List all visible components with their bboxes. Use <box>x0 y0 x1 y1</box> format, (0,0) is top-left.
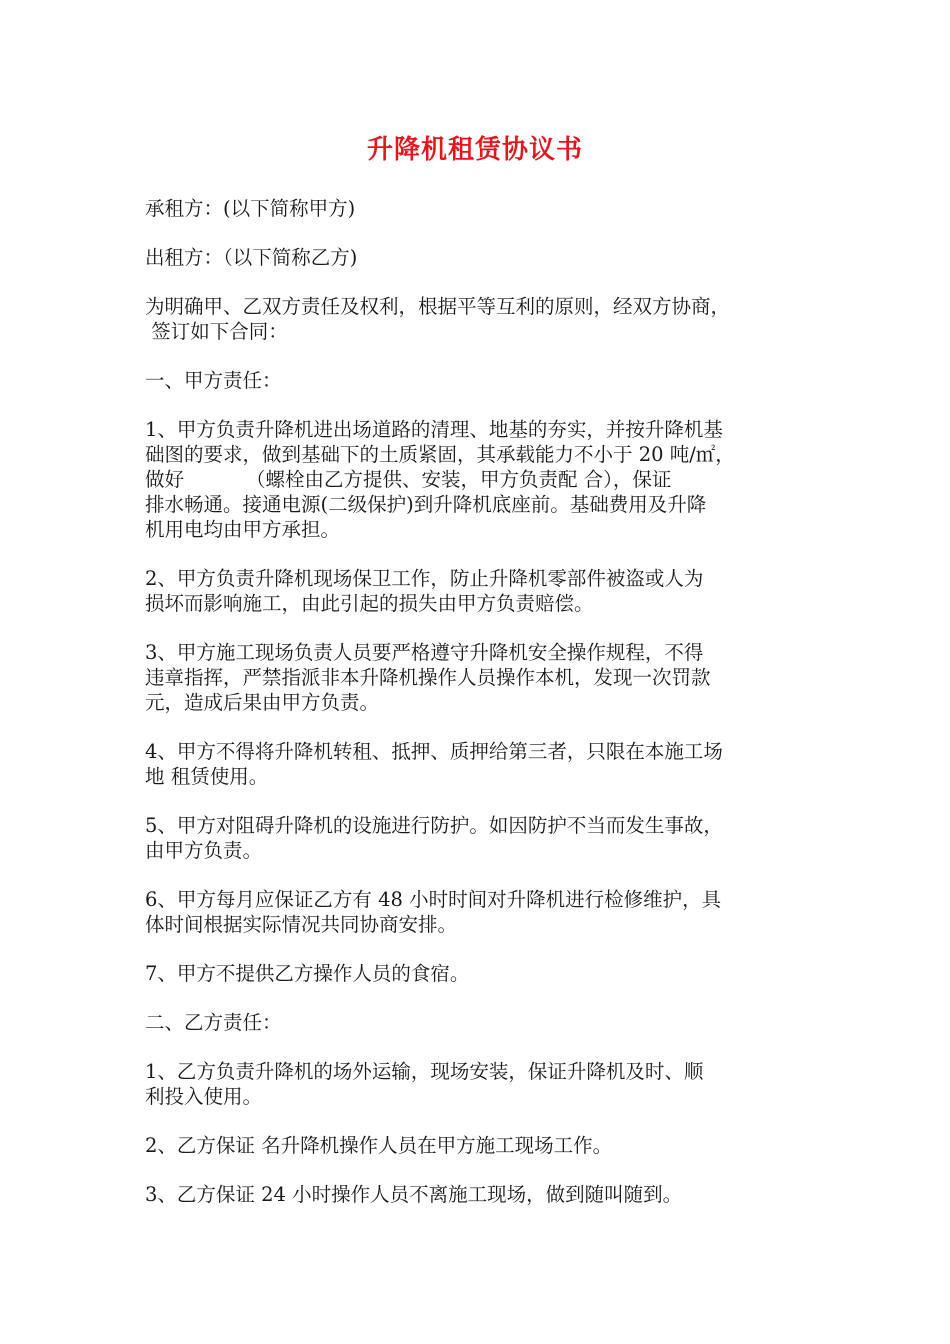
party-a-clause-4: 4、甲方不得将升降机转租、抵押、质押给第三者，只限在本施工场 地 租赁使用。 <box>145 740 723 788</box>
party-a-clause-5: 5、甲方对阻碍升降机的设施进行防护。如因防护不当而发生事故， 由甲方负责。 <box>145 814 723 862</box>
party-a-line: 承租方：(以下简称甲方) <box>145 197 356 220</box>
party-b-clause-2: 2、乙方保证 名升降机操作人员在甲方施工现场工作。 <box>145 1134 613 1157</box>
party-b-clause-3: 3、乙方保证 24 小时操作人员不离施工现场，做到随叫随到。 <box>145 1183 683 1206</box>
party-a-clause-3: 3、甲方施工现场负责人员要严格遵守升降机安全操作规程，不得 违章指挥，严禁指派非本升降机操作人员操作本机，发现一次罚款 元，造成后果由甲方负责。 <box>145 641 711 714</box>
document-body <box>145 196 815 1231</box>
preamble-paragraph: 为明确甲、乙双方责任及权利，根据平等互利的原则，经双方协商， 签订如下合同： <box>145 295 731 343</box>
party-a-clause-2: 2、甲方负责升降机现场保卫工作，防止升降机零部件被盗或人为 损坏而影响施工，由此引起的损失由甲方负责赔偿。 <box>145 567 704 615</box>
document-title: 升降机租赁协议书 <box>366 135 583 165</box>
party-b-line: 出租方：（以下简称乙方) <box>145 246 358 269</box>
party-a-clause-7: 7、甲方不提供乙方操作人员的食宿。 <box>145 962 470 985</box>
party-a-clause-1: 1、甲方负责升降机进出场道路的清理、地基的夯实，并按升降机基 础图的要求，做到基础下的土质紧固，其承载能力不小于 20 吨/㎡， 做好 （螺栓由乙方提供、安装，甲方负责配 合），保证 排水畅通。接通电源(二级保护)到升降机底座前。基础费用及升降 机用电均由甲方承担。 <box>145 418 735 541</box>
party-b-clause-1: 1、乙方负责升降机的场外运输，现场安装，保证升降机及时、顺 利投入使用。 <box>145 1060 704 1108</box>
party-a-clause-6: 6、甲方每月应保证乙方有 48 小时时间对升降机进行检修维护，具 体时间根据实际情况共同协商安排。 <box>145 888 722 936</box>
section-heading-party-a: 一、甲方责任： <box>145 369 282 392</box>
section-heading-party-b: 二、乙方责任： <box>145 1011 282 1034</box>
